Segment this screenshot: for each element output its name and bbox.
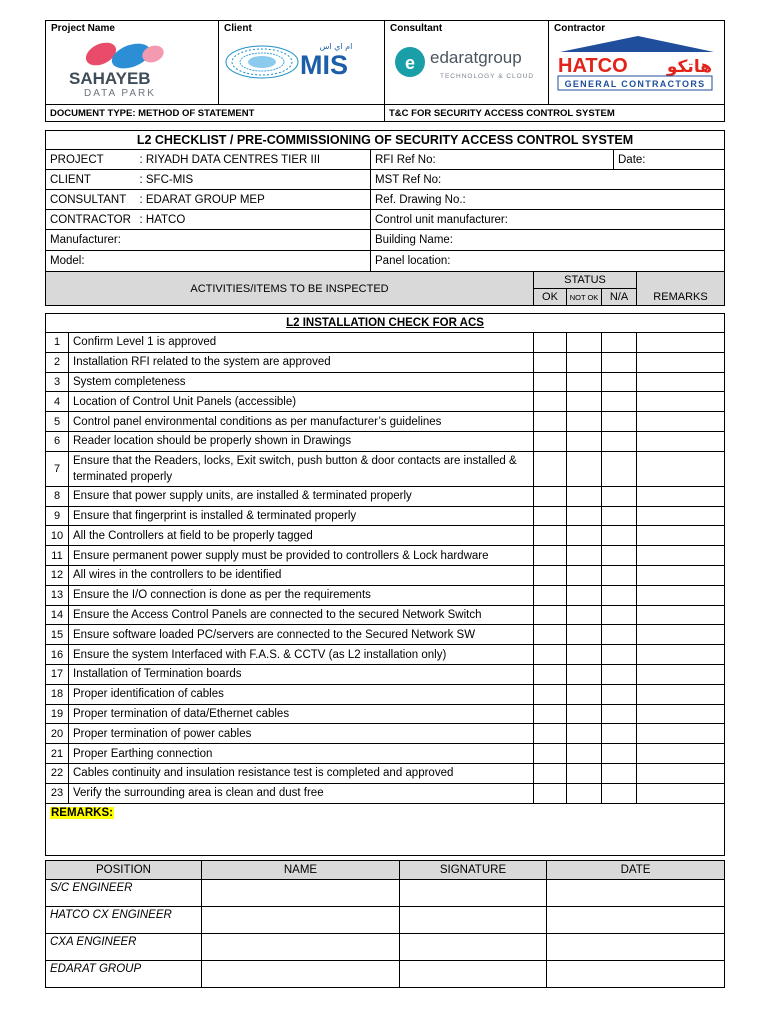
activities-header: ACTIVITIES/ITEMS TO BE INSPECTED	[46, 272, 534, 306]
signoff-name-cell[interactable]	[202, 961, 400, 988]
check-row	[46, 724, 725, 744]
check-number: 16	[46, 645, 69, 665]
hatco-logo-text: HATCO	[558, 55, 628, 77]
signoff-position: EDARAT GROUP	[46, 961, 202, 988]
check-na-cell[interactable]	[602, 664, 637, 684]
check-na-cell[interactable]	[602, 451, 637, 486]
check-row	[46, 763, 725, 783]
check-ok-cell[interactable]	[534, 486, 567, 506]
signoff-position: HATCO CX ENGINEER	[46, 907, 202, 934]
check-number: 11	[46, 546, 69, 566]
check-remarks-cell[interactable]	[637, 744, 725, 764]
client-info-label: CLIENT	[46, 170, 136, 190]
date-label: Date:	[614, 150, 725, 170]
check-na-cell[interactable]	[602, 352, 637, 372]
check-number: 20	[46, 724, 69, 744]
check-number: 4	[46, 392, 69, 412]
check-item-text: Control panel environmental conditions as per manufacturer’s guidelines	[69, 412, 534, 432]
check-remarks-cell[interactable]	[637, 451, 725, 486]
signoff-signature-cell[interactable]	[400, 934, 547, 961]
check-not-ok-cell[interactable]	[567, 605, 602, 625]
check-remarks-cell[interactable]	[637, 783, 725, 803]
sahayeb-logo-text: SAHAYEB	[69, 69, 151, 88]
signoff-signature-cell[interactable]	[400, 880, 547, 907]
check-item-text: Ensure the system Interfaced with F.A.S. & CCTV (as L2 installation only)	[69, 645, 534, 665]
check-row	[46, 486, 725, 506]
consultant-cell	[385, 21, 549, 105]
manufacturer-label: Manufacturer:	[46, 230, 371, 251]
check-not-ok-cell[interactable]	[567, 684, 602, 704]
check-ok-cell[interactable]	[534, 763, 567, 783]
check-item-text: Verify the surrounding area is clean and dust free	[69, 783, 534, 803]
client-info-value: : SFC-MIS	[136, 170, 371, 190]
check-item-text: Installation of Termination boards	[69, 664, 534, 684]
check-number: 21	[46, 744, 69, 764]
check-ok-cell[interactable]	[534, 451, 567, 486]
check-item-text: All the Controllers at field to be properly tagged	[69, 526, 534, 546]
check-number: 18	[46, 684, 69, 704]
check-number: 3	[46, 372, 69, 392]
activity-header-table	[45, 271, 725, 306]
name-header: NAME	[202, 861, 400, 880]
check-na-cell[interactable]	[602, 744, 637, 764]
signoff-signature-cell[interactable]	[400, 907, 547, 934]
check-item-text: Ensure the I/O connection is done as per the requirements	[69, 585, 534, 605]
check-not-ok-cell[interactable]	[567, 645, 602, 665]
signoff-signature-cell[interactable]	[400, 961, 547, 988]
hatco-logo	[554, 34, 718, 96]
consultant-info-label: CONSULTANT	[46, 190, 136, 210]
check-number: 22	[46, 763, 69, 783]
info-table	[45, 130, 725, 272]
check-row	[46, 645, 725, 665]
check-ok-cell[interactable]	[534, 585, 567, 605]
check-item-text: Ensure that fingerprint is installed & terminated properly	[69, 506, 534, 526]
signoff-date-cell[interactable]	[547, 880, 725, 907]
check-not-ok-cell[interactable]	[567, 431, 602, 451]
contractor-label: Contractor	[554, 23, 606, 34]
mis-logo	[224, 40, 382, 90]
check-not-ok-cell[interactable]	[567, 724, 602, 744]
header-table	[45, 20, 725, 122]
check-ok-cell[interactable]	[534, 546, 567, 566]
check-na-cell[interactable]	[602, 431, 637, 451]
signoff-position: S/C ENGINEER	[46, 880, 202, 907]
check-number: 9	[46, 506, 69, 526]
check-not-ok-cell[interactable]	[567, 744, 602, 764]
check-na-cell[interactable]	[602, 506, 637, 526]
signoff-position: CXA ENGINEER	[46, 934, 202, 961]
check-not-ok-cell[interactable]	[567, 333, 602, 353]
check-item-text: Proper identification of cables	[69, 684, 534, 704]
check-remarks-cell[interactable]	[637, 625, 725, 645]
check-row	[46, 585, 725, 605]
edarat-logo-text: edaratgroup	[430, 48, 522, 67]
check-item-text: Proper Earthing connection	[69, 744, 534, 764]
mis-logo-arabic: ام اي اس	[319, 42, 353, 51]
remarks-header: REMARKS	[637, 272, 725, 306]
check-na-cell[interactable]	[602, 392, 637, 412]
check-row	[46, 392, 725, 412]
check-row	[46, 684, 725, 704]
position-header: POSITION	[46, 861, 202, 880]
check-item-text: Reader location should be properly shown in Drawings	[69, 431, 534, 451]
panel-label: Panel location:	[371, 251, 725, 272]
check-not-ok-cell[interactable]	[567, 372, 602, 392]
rfi-label: RFI Ref No:	[371, 150, 614, 170]
check-number: 15	[46, 625, 69, 645]
check-ok-cell[interactable]	[534, 704, 567, 724]
contractor-info-label: CONTRACTOR	[46, 210, 136, 230]
check-not-ok-cell[interactable]	[567, 625, 602, 645]
hatco-logo-arabic: هاتكو	[666, 57, 712, 77]
check-na-cell[interactable]	[602, 684, 637, 704]
check-remarks-cell[interactable]	[637, 506, 725, 526]
status-header: STATUS	[534, 272, 637, 289]
check-item-text: Cables continuity and insulation resistance test is completed and approved	[69, 763, 534, 783]
check-row	[46, 506, 725, 526]
doc-type: DOCUMENT TYPE: METHOD OF STATEMENT	[46, 105, 385, 122]
hatco-logo-sub: GENERAL CONTRACTORS	[564, 79, 706, 89]
check-item-text: Installation RFI related to the system are approved	[69, 352, 534, 372]
mis-logo-text: MIS	[300, 50, 349, 80]
check-ok-cell[interactable]	[534, 506, 567, 526]
check-na-cell[interactable]	[602, 585, 637, 605]
check-row	[46, 412, 725, 432]
remarks-label: REMARKS:	[51, 806, 113, 819]
check-not-ok-cell[interactable]	[567, 486, 602, 506]
check-na-cell[interactable]	[602, 645, 637, 665]
sahayeb-logo	[51, 40, 211, 100]
check-ok-cell[interactable]	[534, 645, 567, 665]
signoff-row	[46, 907, 725, 934]
check-remarks-cell[interactable]	[637, 684, 725, 704]
check-remarks-cell[interactable]	[637, 333, 725, 353]
check-remarks-cell[interactable]	[637, 546, 725, 566]
check-item-text: Ensure that power supply units, are installed & terminated properly	[69, 486, 534, 506]
check-remarks-cell[interactable]	[637, 704, 725, 724]
signoff-date-cell[interactable]	[547, 961, 725, 988]
check-remarks-cell[interactable]	[637, 763, 725, 783]
project-value: : RIYADH DATA CENTRES TIER III	[136, 150, 371, 170]
check-not-ok-cell[interactable]	[567, 546, 602, 566]
check-not-ok-cell[interactable]	[567, 664, 602, 684]
check-number: 23	[46, 783, 69, 803]
edarat-logo	[390, 40, 546, 90]
signoff-name-cell[interactable]	[202, 880, 400, 907]
svg-text:e: e	[404, 53, 416, 73]
check-number: 1	[46, 333, 69, 353]
check-row	[46, 565, 725, 585]
project-name-cell	[46, 21, 219, 105]
check-number: 8	[46, 486, 69, 506]
check-item-text: Proper termination of power cables	[69, 724, 534, 744]
control-unit-label: Control unit manufacturer:	[371, 210, 725, 230]
check-number: 13	[46, 585, 69, 605]
check-remarks-cell[interactable]	[637, 585, 725, 605]
check-item-text: Ensure the Access Control Panels are connected to the secured Network Switch	[69, 605, 534, 625]
check-number: 10	[46, 526, 69, 546]
checks-table	[45, 313, 725, 856]
check-number: 12	[46, 565, 69, 585]
contractor-cell	[549, 21, 725, 105]
check-ok-cell[interactable]	[534, 352, 567, 372]
signoff-row	[46, 934, 725, 961]
check-na-cell[interactable]	[602, 412, 637, 432]
check-number: 14	[46, 605, 69, 625]
check-na-cell[interactable]	[602, 565, 637, 585]
signoff-row	[46, 961, 725, 988]
doc-subject: T&C FOR SECURITY ACCESS CONTROL SYSTEM	[385, 105, 725, 122]
check-na-cell[interactable]	[602, 605, 637, 625]
check-row	[46, 546, 725, 566]
check-na-cell[interactable]	[602, 783, 637, 803]
check-remarks-cell[interactable]	[637, 605, 725, 625]
check-not-ok-cell[interactable]	[567, 352, 602, 372]
check-item-text: All wires in the controllers to be identified	[69, 565, 534, 585]
check-ok-cell[interactable]	[534, 412, 567, 432]
check-remarks-cell[interactable]	[637, 724, 725, 744]
check-number: 7	[46, 451, 69, 486]
checklist-title: L2 CHECKLIST / PRE-COMMISSIONING OF SECURITY ACCESS CONTROL SYSTEM	[46, 131, 725, 150]
check-item-text: Confirm Level 1 is approved	[69, 333, 534, 353]
drawing-label: Ref. Drawing No.:	[371, 190, 725, 210]
check-row	[46, 372, 725, 392]
check-not-ok-cell[interactable]	[567, 565, 602, 585]
check-na-cell[interactable]	[602, 625, 637, 645]
check-row	[46, 744, 725, 764]
check-row	[46, 704, 725, 724]
check-row	[46, 526, 725, 546]
check-remarks-cell[interactable]	[637, 352, 725, 372]
sahayeb-logo-sub: DATA PARK	[84, 88, 156, 99]
check-row	[46, 451, 725, 486]
check-na-cell[interactable]	[602, 704, 637, 724]
check-remarks-cell[interactable]	[637, 486, 725, 506]
check-not-ok-cell[interactable]	[567, 783, 602, 803]
consultant-label: Consultant	[390, 23, 443, 34]
check-number: 5	[46, 412, 69, 432]
check-not-ok-cell[interactable]	[567, 526, 602, 546]
check-na-cell[interactable]	[602, 763, 637, 783]
check-row	[46, 605, 725, 625]
client-cell	[219, 21, 385, 105]
check-item-text: System completeness	[69, 372, 534, 392]
edarat-logo-sub: TECHNOLOGY & CLOUD	[440, 73, 535, 80]
check-row	[46, 625, 725, 645]
check-not-ok-cell[interactable]	[567, 704, 602, 724]
check-item-text: Proper termination of data/Ethernet cables	[69, 704, 534, 724]
check-na-cell[interactable]	[602, 526, 637, 546]
project-label: PROJECT	[46, 150, 136, 170]
date-header: DATE	[547, 861, 725, 880]
check-remarks-cell[interactable]	[637, 526, 725, 546]
check-ok-cell[interactable]	[534, 724, 567, 744]
signoff-name-cell[interactable]	[202, 907, 400, 934]
remarks-box[interactable]	[46, 803, 725, 855]
check-row	[46, 783, 725, 803]
contractor-info-value: : HATCO	[136, 210, 371, 230]
check-number: 19	[46, 704, 69, 724]
check-row	[46, 352, 725, 372]
project-name-label: Project Name	[51, 23, 115, 34]
check-na-cell[interactable]	[602, 372, 637, 392]
check-item-text: Ensure permanent power supply must be provided to controllers & Lock hardware	[69, 546, 534, 566]
check-ok-cell[interactable]	[534, 333, 567, 353]
check-ok-cell[interactable]	[534, 565, 567, 585]
check-ok-cell[interactable]	[534, 526, 567, 546]
check-item-text: Location of Control Unit Panels (accessible)	[69, 392, 534, 412]
status-na: N/A	[602, 289, 637, 306]
check-not-ok-cell[interactable]	[567, 585, 602, 605]
check-remarks-cell[interactable]	[637, 431, 725, 451]
checks-title: L2 INSTALLATION CHECK FOR ACS	[46, 314, 725, 333]
model-label: Model:	[46, 251, 371, 272]
status-not-ok: NOT OK	[567, 289, 602, 306]
check-na-cell[interactable]	[602, 333, 637, 353]
check-na-cell[interactable]	[602, 546, 637, 566]
check-remarks-cell[interactable]	[637, 645, 725, 665]
check-ok-cell[interactable]	[534, 783, 567, 803]
check-ok-cell[interactable]	[534, 372, 567, 392]
check-na-cell[interactable]	[602, 724, 637, 744]
check-not-ok-cell[interactable]	[567, 412, 602, 432]
signature-header: SIGNATURE	[400, 861, 547, 880]
client-label: Client	[224, 23, 252, 34]
check-ok-cell[interactable]	[534, 431, 567, 451]
check-ok-cell[interactable]	[534, 625, 567, 645]
signoff-date-cell[interactable]	[547, 934, 725, 961]
mst-label: MST Ref No:	[371, 170, 725, 190]
check-number: 2	[46, 352, 69, 372]
check-na-cell[interactable]	[602, 486, 637, 506]
check-remarks-cell[interactable]	[637, 412, 725, 432]
check-ok-cell[interactable]	[534, 744, 567, 764]
check-ok-cell[interactable]	[534, 605, 567, 625]
check-not-ok-cell[interactable]	[567, 506, 602, 526]
building-label: Building Name:	[371, 230, 725, 251]
check-row	[46, 431, 725, 451]
check-row	[46, 333, 725, 353]
signoff-row	[46, 880, 725, 907]
check-ok-cell[interactable]	[534, 684, 567, 704]
check-not-ok-cell[interactable]	[567, 392, 602, 412]
consultant-info-value: : EDARAT GROUP MEP	[136, 190, 371, 210]
check-not-ok-cell[interactable]	[567, 451, 602, 486]
check-not-ok-cell[interactable]	[567, 763, 602, 783]
check-remarks-cell[interactable]	[637, 565, 725, 585]
check-item-text: Ensure that the Readers, locks, Exit switch, push button & door contacts are installed & terminated properly	[69, 451, 534, 486]
check-number: 6	[46, 431, 69, 451]
check-ok-cell[interactable]	[534, 392, 567, 412]
check-ok-cell[interactable]	[534, 664, 567, 684]
signoff-date-cell[interactable]	[547, 907, 725, 934]
check-remarks-cell[interactable]	[637, 664, 725, 684]
signoff-name-cell[interactable]	[202, 934, 400, 961]
status-ok: OK	[534, 289, 567, 306]
check-row	[46, 664, 725, 684]
check-number: 17	[46, 664, 69, 684]
check-item-text: Ensure software loaded PC/servers are connected to the Secured Network SW	[69, 625, 534, 645]
check-remarks-cell[interactable]	[637, 372, 725, 392]
signoff-table	[45, 860, 725, 988]
check-remarks-cell[interactable]	[637, 392, 725, 412]
